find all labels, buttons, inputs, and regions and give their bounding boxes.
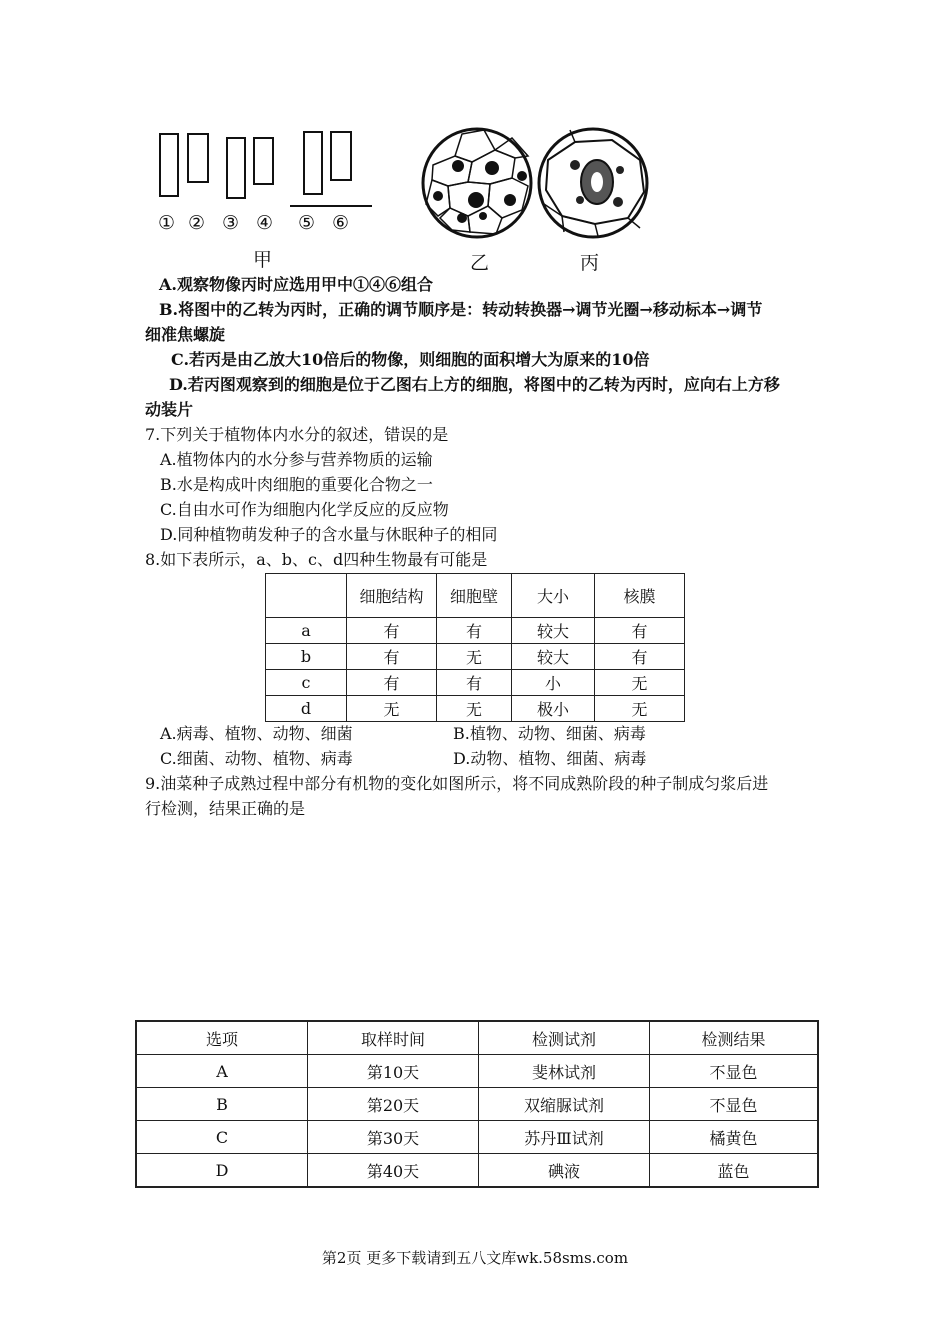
page-footer: 第2页 更多下载请到五八文库wk.58sms.com	[321, 1249, 629, 1267]
q8-cell: 极小	[512, 696, 595, 722]
q8-cell: a	[266, 618, 347, 644]
q8-header-cell: 大小	[512, 574, 595, 618]
q9-cell: 第20天	[308, 1088, 479, 1121]
q7-option-d: D.同种植物萌发种子的含水量与休眠种子的相同	[160, 525, 498, 544]
lens-label-1: ①	[158, 212, 176, 234]
q9-table-header	[136, 1021, 818, 1055]
q7-option-b: B.水是构成叶肉细胞的重要化合物之一	[160, 475, 433, 494]
lens-label-2: ②	[188, 212, 206, 234]
q6-option-b-line2: 细准焦螺旋	[145, 325, 226, 344]
q8-header-cell: 细胞壁	[437, 574, 512, 618]
q8-table	[265, 573, 685, 722]
q8-stem: 8.如下表所示，a、b、c、d四种生物最有可能是	[145, 550, 488, 569]
figure-label-jia: 甲	[253, 249, 273, 271]
q9-header-cell: 选项	[136, 1021, 308, 1055]
q9-cell: 苏丹Ⅲ试剂	[479, 1121, 650, 1154]
q8-cell: 无	[347, 696, 437, 722]
q9-cell: 橘黄色	[650, 1121, 819, 1154]
q8-cell: 有	[437, 618, 512, 644]
q8-cell: 有	[347, 644, 437, 670]
table-row	[136, 1088, 818, 1121]
q7-option-c: C.自由水可作为细胞内化学反应的反应物	[160, 500, 449, 519]
q8-header-cell: 细胞结构	[347, 574, 437, 618]
q9-stem-line1: 9.油菜种子成熟过程中部分有机物的变化如图所示，将不同成熟阶段的种子制成匀浆后进	[145, 774, 769, 793]
q8-header-cell: 核膜	[595, 574, 685, 618]
lens-label-4: ④	[256, 212, 274, 234]
q8-cell: 无	[595, 696, 685, 722]
table-row	[136, 1154, 818, 1188]
lens-3-shape	[227, 138, 245, 198]
q8-table-header	[266, 574, 685, 618]
figure-label-bing: 丙	[580, 252, 600, 274]
q9-cell: 双缩脲试剂	[479, 1088, 650, 1121]
q8-cell: 无	[437, 696, 512, 722]
q9-table	[135, 1020, 819, 1188]
q9-cell: 碘液	[479, 1154, 650, 1188]
lens-2-shape	[188, 134, 208, 182]
q9-cell: 第40天	[308, 1154, 479, 1188]
q9-cell: 斐林试剂	[479, 1055, 650, 1088]
table-row	[136, 1121, 818, 1154]
view-yi-circle	[423, 129, 531, 237]
q8-cell: 有	[347, 618, 437, 644]
q8-cell: 有	[595, 644, 685, 670]
q6-option-a: A.观察物像丙时应选用甲中①④⑥组合	[159, 275, 433, 294]
q8-cell: c	[266, 670, 347, 696]
q8-cell: d	[266, 696, 347, 722]
lens-label-5: ⑤	[298, 212, 316, 234]
q8-cell: 无	[437, 644, 512, 670]
lens-1-shape	[160, 134, 178, 196]
q9-stem-line2: 行检测，结果正确的是	[145, 799, 306, 818]
lens-6-shape	[331, 132, 351, 180]
q8-cell: 无	[595, 670, 685, 696]
q8-header-cell	[266, 574, 347, 618]
lens-4-shape	[254, 138, 273, 184]
q9-cell: C	[136, 1121, 308, 1154]
lens-label-3: ③	[222, 212, 240, 234]
q8-cell: 较大	[512, 644, 595, 670]
q7-option-a: A.植物体内的水分参与营养物质的运输	[160, 450, 433, 469]
table-row	[266, 670, 685, 696]
q8-option-c: C.细菌、动物、植物、病毒	[160, 749, 353, 768]
q8-cell: 小	[512, 670, 595, 696]
q8-cell: 有	[437, 670, 512, 696]
lens-5-shape	[304, 132, 322, 194]
q9-cell: 不显色	[650, 1055, 819, 1088]
q9-cell: D	[136, 1154, 308, 1188]
q8-cell: 有	[595, 618, 685, 644]
q8-option-d: D.动物、植物、细菌、病毒	[453, 749, 647, 768]
q8-cell: 较大	[512, 618, 595, 644]
lens-label-6: ⑥	[332, 212, 350, 234]
q8-option-a: A.病毒、植物、动物、细菌	[160, 724, 353, 743]
q9-cell: 不显色	[650, 1088, 819, 1121]
q9-cell: 蓝色	[650, 1154, 819, 1188]
q7-stem: 7.下列关于植物体内水分的叙述，错误的是	[145, 425, 449, 444]
q8-cell: b	[266, 644, 347, 670]
view-bing-circle	[539, 129, 647, 237]
table-row	[136, 1055, 818, 1088]
table-row	[266, 696, 685, 722]
q8-option-b: B.植物、动物、细菌、病毒	[453, 724, 646, 743]
q8-cell: 有	[347, 670, 437, 696]
q6-option-b-line1: B.将图中的乙转为丙时，正确的调节顺序是：转动转换器→调节光圈→移动标本→调节	[159, 300, 763, 319]
q9-cell: B	[136, 1088, 308, 1121]
table-row	[266, 644, 685, 670]
q9-cell: 第10天	[308, 1055, 479, 1088]
q9-header-cell: 取样时间	[308, 1021, 479, 1055]
figure-label-yi: 乙	[470, 252, 490, 274]
microscope-figure	[150, 120, 670, 275]
q9-header-cell: 检测试剂	[479, 1021, 650, 1055]
q6-option-c: C.若丙是由乙放大10倍后的物像，则细胞的面积增大为原来的10倍	[171, 350, 650, 369]
table-row	[266, 618, 685, 644]
q6-option-d-line2: 动装片	[145, 400, 194, 419]
q9-header-cell: 检测结果	[650, 1021, 819, 1055]
q6-option-d-line1: D.若丙图观察到的细胞是位于乙图右上方的细胞，将图中的乙转为丙时，应向右上方移	[169, 375, 780, 394]
q9-cell: 第30天	[308, 1121, 479, 1154]
q9-cell: A	[136, 1055, 308, 1088]
